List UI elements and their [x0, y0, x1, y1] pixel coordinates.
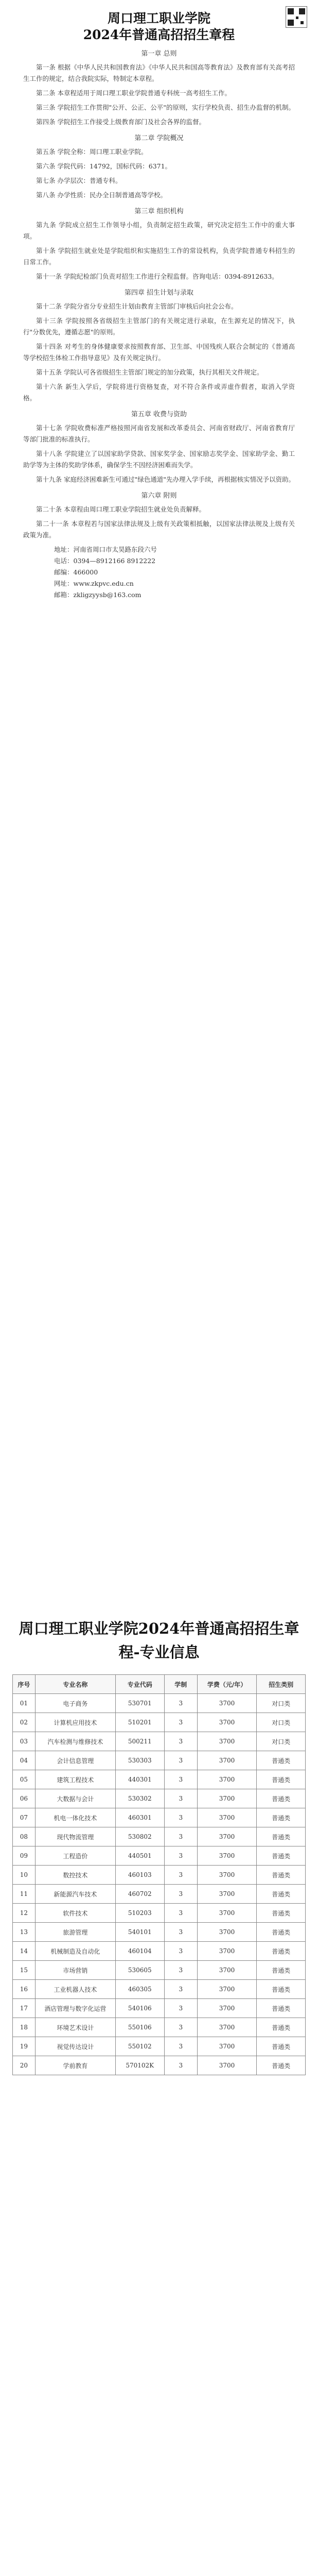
cell-major-code: 460103: [115, 1866, 164, 1885]
cell-index: 10: [13, 1866, 36, 1885]
cell-major-code: 510203: [115, 1904, 164, 1923]
chapter-heading: 第三章 组织机构: [134, 208, 184, 215]
cell-major-code: 550102: [115, 2037, 164, 2056]
table-row: [13, 1808, 306, 1827]
cell-tuition: 3700: [197, 1713, 256, 1732]
cell-index: 15: [13, 1961, 36, 1980]
contact-block: [0, 544, 318, 601]
cell-major-code: 550106: [115, 2018, 164, 2037]
article-paragraph: 第十条 学院招生就业处是学院组织和实施招生工作的常设机构，负责学院普通专科招生的日常工作。: [23, 247, 295, 266]
cell-years: 3: [164, 1942, 197, 1961]
cell-major-code: 440301: [115, 1770, 164, 1789]
table-row: [13, 1846, 306, 1866]
table-row: [13, 2056, 306, 2075]
cell-years: 3: [164, 2037, 197, 2056]
table-row: [13, 1980, 306, 1999]
cell-major-name: 现代物流管理: [35, 1827, 115, 1846]
cell-major-code: 460305: [115, 1980, 164, 1999]
article-paragraph: 第九条 学院成立招生工作领导小组，负责制定招生政策，研究决定招生工作中的重大事项。: [23, 221, 295, 240]
cell-tuition: 3700: [197, 1961, 256, 1980]
contact-email[interactable]: 邮箱：zkligzyysb@163.com: [54, 591, 142, 599]
cell-index: 11: [13, 1885, 36, 1904]
cell-years: 3: [164, 1923, 197, 1942]
cell-years: 3: [164, 1808, 197, 1827]
table-row: [13, 1713, 306, 1732]
contact-address: 地址：河南省周口市太昊路东段六号: [54, 546, 157, 553]
cell-category: 对口类: [257, 1732, 306, 1751]
col-header-category: 招生类别: [257, 1675, 306, 1694]
cell-tuition: 3700: [197, 1751, 256, 1770]
cell-years: 3: [164, 1999, 197, 2018]
cell-category: 普通类: [257, 1904, 306, 1923]
chapter-heading: 第六章 附则: [141, 492, 177, 500]
cell-category: 普通类: [257, 2056, 306, 2075]
cell-tuition: 3700: [197, 1846, 256, 1866]
cell-index: 18: [13, 2018, 36, 2037]
cell-category: 对口类: [257, 1713, 306, 1732]
majors-table-body: [13, 1694, 306, 2075]
cell-tuition: 3700: [197, 2037, 256, 2056]
cell-index: 02: [13, 1713, 36, 1732]
cell-category: 普通类: [257, 1980, 306, 1999]
table-row: [13, 1732, 306, 1751]
cell-index: 20: [13, 2056, 36, 2075]
cell-category: 普通类: [257, 1999, 306, 2018]
cell-index: 05: [13, 1770, 36, 1789]
cell-index: 12: [13, 1904, 36, 1923]
cell-major-name: 工业机器人技术: [35, 1980, 115, 1999]
cell-tuition: 3700: [197, 1980, 256, 1999]
majors-table: [12, 1674, 306, 2075]
majors-section: [0, 1607, 318, 2389]
cell-major-code: 460702: [115, 1885, 164, 1904]
cell-major-name: 电子商务: [35, 1694, 115, 1713]
cell-category: 普通类: [257, 2018, 306, 2037]
cell-years: 3: [164, 1751, 197, 1770]
cell-tuition: 3700: [197, 1942, 256, 1961]
cell-index: 03: [13, 1732, 36, 1751]
cell-tuition: 3700: [197, 1885, 256, 1904]
cell-years: 3: [164, 1827, 197, 1846]
contact-phone: 电话：0394—8912166 8912222: [54, 557, 156, 565]
article-paragraph: 第三条 学院招生工作贯彻"公开、公正、公平"的原则，实行学校负责、招生办监督的机制。: [36, 104, 295, 111]
cell-category: 普通类: [257, 1961, 306, 1980]
cell-years: 3: [164, 1980, 197, 1999]
charter-body: [0, 48, 318, 541]
table-row: [13, 1770, 306, 1789]
cell-index: 04: [13, 1751, 36, 1770]
cell-index: 17: [13, 1999, 36, 2018]
cell-major-code: 460301: [115, 1808, 164, 1827]
cell-tuition: 3700: [197, 1732, 256, 1751]
cell-years: 3: [164, 1866, 197, 1885]
table-row: [13, 1904, 306, 1923]
article-paragraph: 第四条 学院招生工作接受上级教育部门及社会各界的监督。: [36, 118, 205, 126]
cell-tuition: 3700: [197, 1999, 256, 2018]
cell-category: 普通类: [257, 1942, 306, 1961]
cell-major-code: 530302: [115, 1789, 164, 1808]
cell-tuition: 3700: [197, 1827, 256, 1846]
charter-title: 2024年普通高招招生章程: [83, 27, 235, 42]
col-header-name: 专业名称: [35, 1675, 115, 1694]
cell-major-name: 建筑工程技术: [35, 1770, 115, 1789]
cell-years: 3: [164, 1770, 197, 1789]
cell-major-name: 大数据与会计: [35, 1789, 115, 1808]
article-paragraph: 第十九条 家庭经济困难新生可通过"绿色通道"先办理入学手续，再根据核实情况予以资助。: [36, 476, 295, 483]
school-name: 周口理工职业学院: [107, 11, 210, 26]
article-paragraph: 第十五条 学院认可各省级招生主管部门规定的加分政策，执行其相关文件规定。: [36, 368, 263, 376]
cell-years: 3: [164, 1846, 197, 1866]
cell-tuition: 3700: [197, 1789, 256, 1808]
chapter-heading: 第一章 总则: [141, 50, 177, 58]
cell-major-code: 460104: [115, 1942, 164, 1961]
cell-tuition: 3700: [197, 1904, 256, 1923]
cell-major-name: 计算机应用技术: [35, 1713, 115, 1732]
article-paragraph: 第二条 本章程适用于周口理工职业学院普通专科统一高考招生工作。: [36, 89, 231, 97]
table-row: [13, 1694, 306, 1713]
cell-major-name: 酒店管理与数字化运营: [35, 1999, 115, 2018]
cell-major-code: 440501: [115, 1846, 164, 1866]
article-paragraph: 第十六条 新生入学后，学院将进行资格复查，对不符合条件或弄虚作假者，取消入学资格。: [23, 383, 295, 402]
cell-major-code: 530701: [115, 1694, 164, 1713]
table-row: [13, 1942, 306, 1961]
cell-tuition: 3700: [197, 1694, 256, 1713]
cell-category: 普通类: [257, 1885, 306, 1904]
cell-years: 3: [164, 1885, 197, 1904]
cell-index: 19: [13, 2037, 36, 2056]
cell-years: 3: [164, 1961, 197, 1980]
table-header-row: [13, 1675, 306, 1694]
majors-title-line2: 程-专业信息: [118, 1643, 200, 1661]
majors-title-line1: 周口理工职业学院2024年普通高招招生章: [19, 1620, 299, 1637]
cell-years: 3: [164, 2018, 197, 2037]
article-paragraph: 第二十条 本章程由周口理工职业学院招生就业处负责解释。: [36, 505, 205, 513]
cell-tuition: 3700: [197, 2018, 256, 2037]
cell-category: 普通类: [257, 1770, 306, 1789]
cell-major-name: 机电一体化技术: [35, 1808, 115, 1827]
cell-major-name: 学前教育: [35, 2056, 115, 2075]
cell-major-name: 机械制造及自动化: [35, 1942, 115, 1961]
cell-major-name: 工程造价: [35, 1846, 115, 1866]
qr-code-icon: [286, 6, 307, 28]
cell-major-name: 汽车检测与维修技术: [35, 1732, 115, 1751]
cell-major-code: 540101: [115, 1923, 164, 1942]
table-row: [13, 2037, 306, 2056]
cell-category: 普通类: [257, 1827, 306, 1846]
cell-major-name: 视觉传达设计: [35, 2037, 115, 2056]
article-paragraph: 第十三条 学院按照各省级招生主管部门的有关规定进行录取，在生源充足的情况下，执行"分数优先，遵循志愿"的原则。: [23, 317, 295, 336]
table-row: [13, 1885, 306, 1904]
cell-category: 普通类: [257, 1751, 306, 1770]
article-paragraph: 第十四条 对考生的身体健康要求按照教育部、卫生部、中国残疾人联合会制定的《普通高等学校招生体检工作指导意见》及有关规定执行。: [23, 343, 295, 362]
chapter-heading: 第二章 学院概况: [134, 134, 184, 142]
cell-category: 普通类: [257, 1923, 306, 1942]
cell-index: 13: [13, 1923, 36, 1942]
article-paragraph: 第十八条 学院建立了以国家助学贷款、国家奖学金、国家励志奖学金、国家助学金、勤工助学等为主体的奖助学体系，确保学生不因经济困难而失学。: [23, 450, 295, 469]
cell-major-code: 570102K: [115, 2056, 164, 2075]
cell-major-code: 530303: [115, 1751, 164, 1770]
chapter-heading: 第五章 收费与资助: [131, 411, 187, 418]
col-header-tuition: 学费（元/年）: [197, 1675, 256, 1694]
table-row: [13, 2018, 306, 2037]
table-row: [13, 1961, 306, 1980]
cell-years: 3: [164, 1789, 197, 1808]
article-paragraph: 第一条 根据《中华人民共和国教育法》《中华人民共和国高等教育法》及教育部有关高考招生工作的规定，结合我院实际，特制定本章程。: [23, 63, 295, 82]
cell-major-code: 530605: [115, 1961, 164, 1980]
table-row: [13, 1789, 306, 1808]
cell-tuition: 3700: [197, 1923, 256, 1942]
cell-category: 普通类: [257, 2037, 306, 2056]
cell-major-name: 软件技术: [35, 1904, 115, 1923]
cell-category: 普通类: [257, 1866, 306, 1885]
cell-major-code: 510201: [115, 1713, 164, 1732]
cell-index: 14: [13, 1942, 36, 1961]
article-paragraph: 第八条 办学性质：民办全日制普通高等学校。: [36, 191, 167, 199]
article-paragraph: 第七条 办学层次：普通专科。: [36, 177, 122, 184]
cell-tuition: 3700: [197, 2056, 256, 2075]
cell-major-name: 会计信息管理: [35, 1751, 115, 1770]
table-row: [13, 1827, 306, 1846]
cell-years: 3: [164, 1904, 197, 1923]
table-row: [13, 1866, 306, 1885]
cell-category: 普通类: [257, 1808, 306, 1827]
cell-index: 06: [13, 1789, 36, 1808]
cell-index: 09: [13, 1846, 36, 1866]
article-paragraph: 第五条 学院全称：周口理工职业学院。: [36, 148, 148, 156]
cell-major-name: 新能源汽车技术: [35, 1885, 115, 1904]
col-header-index: 序号: [13, 1675, 36, 1694]
cell-major-code: 530802: [115, 1827, 164, 1846]
article-paragraph: 第十七条 学院收费标准严格按照河南省发展和改革委员会、河南省财政厅、河南省教育厅等部门批准的标准执行。: [23, 424, 295, 443]
article-paragraph: 第六条 学院代码：14792，国标代码：6371。: [36, 162, 172, 170]
cell-major-name: 市场营销: [35, 1961, 115, 1980]
cell-category: 对口类: [257, 1694, 306, 1713]
cell-major-name: 旅游管理: [35, 1923, 115, 1942]
cell-tuition: 3700: [197, 1770, 256, 1789]
cell-tuition: 3700: [197, 1808, 256, 1827]
cell-category: 普通类: [257, 1846, 306, 1866]
contact-postcode: 邮编：466000: [54, 568, 98, 576]
col-header-years: 学制: [164, 1675, 197, 1694]
col-header-code: 专业代码: [115, 1675, 164, 1694]
cell-major-name: 数控技术: [35, 1866, 115, 1885]
cell-index: 16: [13, 1980, 36, 1999]
cell-index: 08: [13, 1827, 36, 1846]
cell-years: 3: [164, 1732, 197, 1751]
cell-years: 3: [164, 1713, 197, 1732]
table-row: [13, 1999, 306, 2018]
cell-major-code: 500211: [115, 1732, 164, 1751]
cell-major-name: 环境艺术设计: [35, 2018, 115, 2037]
cell-index: 07: [13, 1808, 36, 1827]
article-paragraph: 第二十一条 本章程若与国家法律法规及上级有关政策相抵触，以国家法律法规及上级有关政策为准。: [23, 520, 295, 539]
cell-years: 3: [164, 2056, 197, 2075]
article-paragraph: 第十二条 学院分省分专业招生计划由教育主管部门审核后向社会公布。: [36, 302, 238, 310]
table-row: [13, 1923, 306, 1942]
contact-website[interactable]: 网址：www.zkpvc.edu.cn: [54, 580, 134, 587]
chapter-heading: 第四章 招生计划与录取: [124, 289, 194, 297]
cell-tuition: 3700: [197, 1866, 256, 1885]
cell-category: 普通类: [257, 1789, 306, 1808]
article-paragraph: 第十一条 学院纪检部门负责对招生工作进行全程监督。咨询电话：0394-8912633。: [36, 273, 278, 280]
table-row: [13, 1751, 306, 1770]
cell-index: 01: [13, 1694, 36, 1713]
cell-major-code: 540106: [115, 1999, 164, 2018]
cell-years: 3: [164, 1694, 197, 1713]
